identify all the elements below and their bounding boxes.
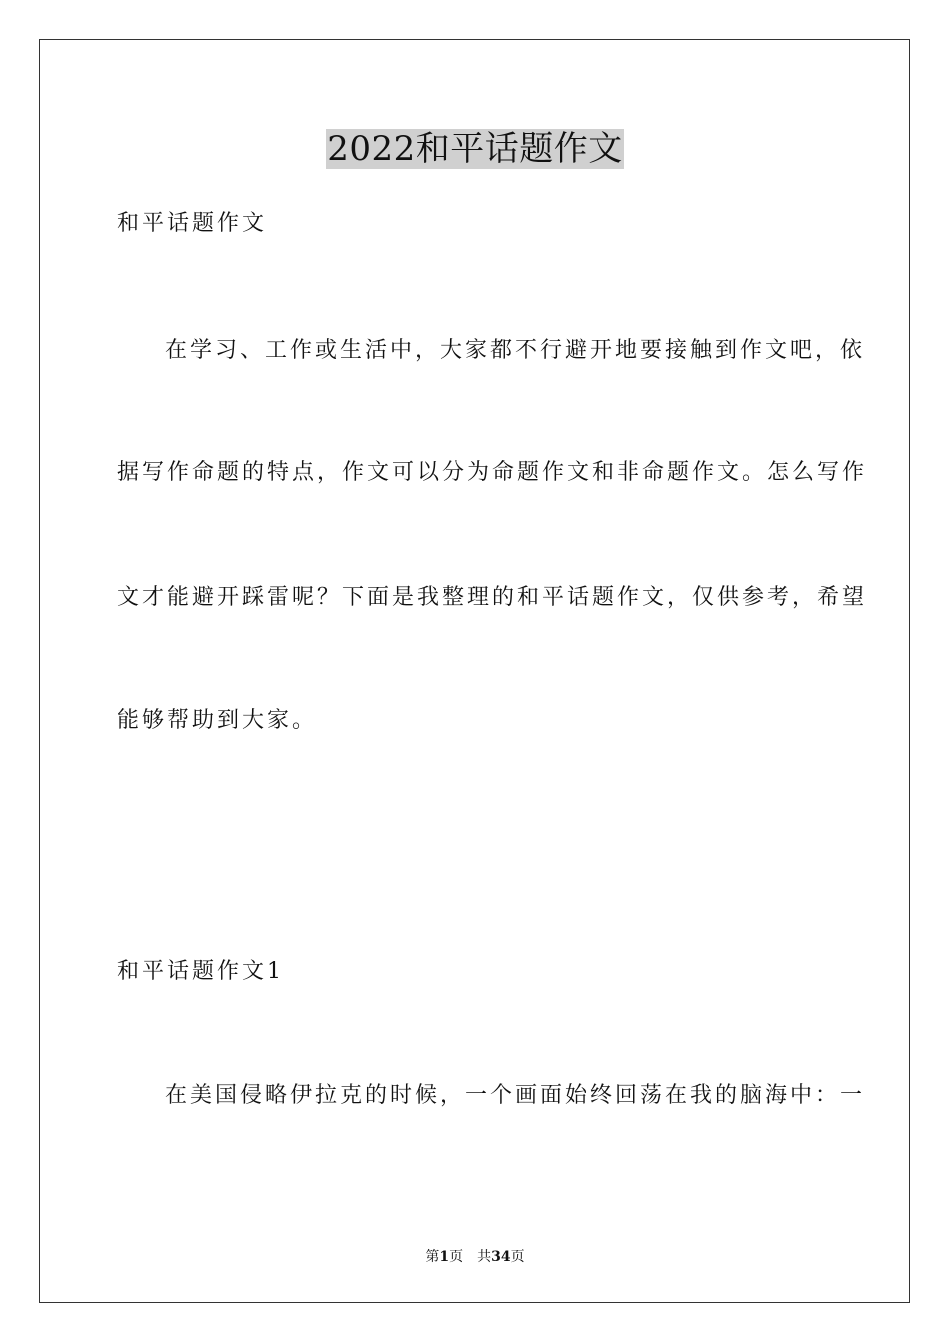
footer-total-prefix: 共 — [477, 1249, 492, 1265]
footer-total-suffix: 页 — [510, 1249, 525, 1265]
document-title-text: 2022和平话题作文 — [327, 129, 623, 169]
page-footer — [0, 1248, 950, 1266]
footer-page-suffix: 页 — [449, 1249, 464, 1265]
paragraph-line: 在美国侵略伊拉克的时候，一个画面始终回荡在我的脑海中：一 — [165, 1083, 866, 1108]
paragraph-line: 据写作命题的特点，作文可以分为命题作文和非命题作文。怎么写作 — [117, 460, 868, 485]
document-title — [0, 127, 950, 171]
document-subtitle: 和平话题作文 — [117, 211, 268, 236]
paragraph-line: 在学习、工作或生活中，大家都不行避开地要接触到作文吧，依 — [165, 338, 866, 363]
footer-page-prefix: 第 — [425, 1249, 440, 1265]
footer-page-number: 1 — [439, 1249, 450, 1265]
section-heading: 和平话题作文1 — [117, 959, 284, 984]
paragraph-line: 能够帮助到大家。 — [117, 708, 318, 733]
footer-total-pages: 34 — [491, 1249, 511, 1265]
paragraph-line: 文才能避开踩雷呢？下面是我整理的和平话题作文，仅供参考，希望 — [117, 585, 868, 610]
